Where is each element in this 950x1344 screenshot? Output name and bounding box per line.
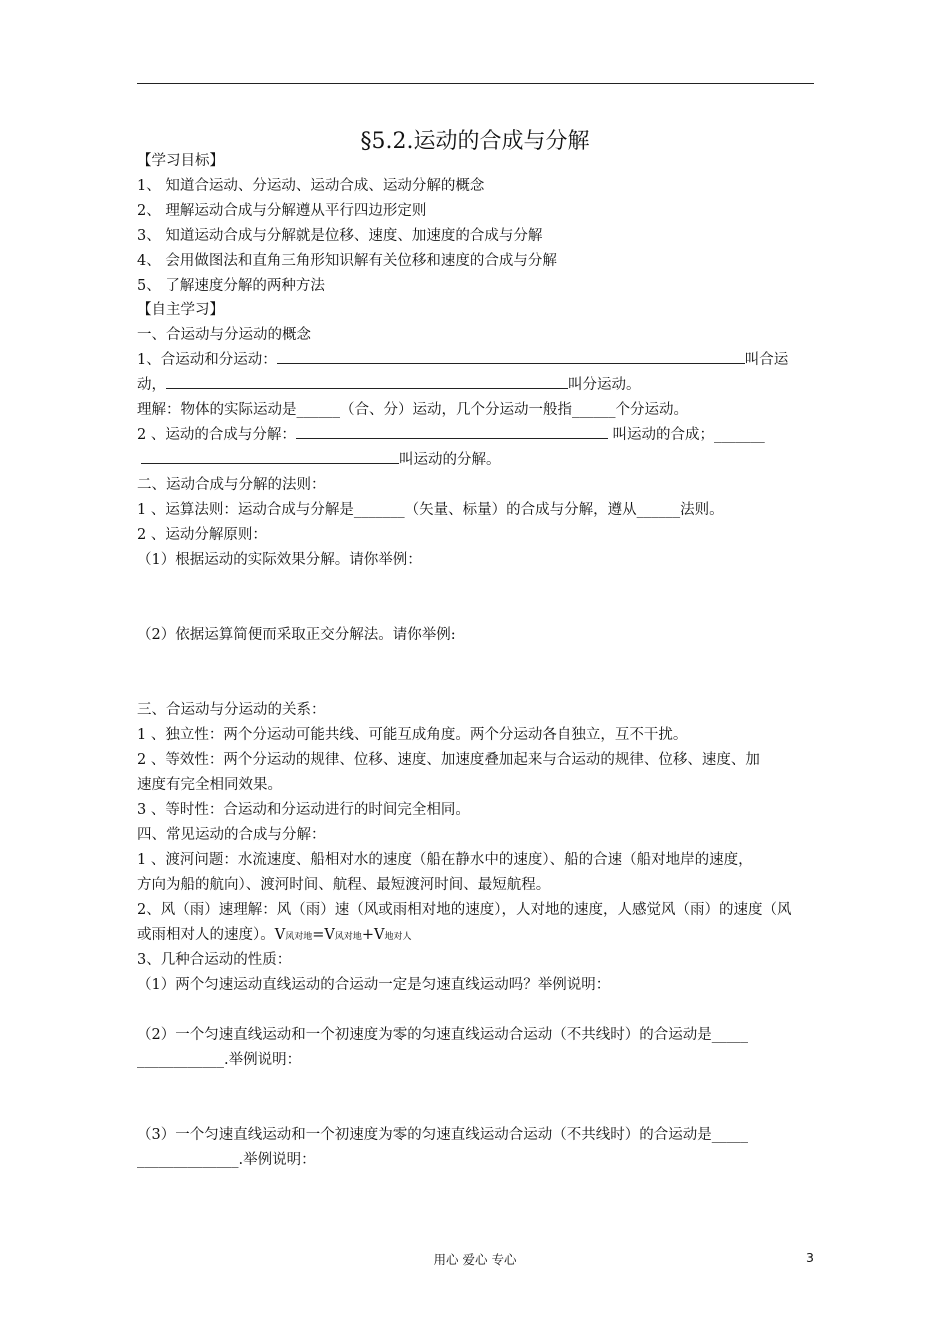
section-1-line-1: 1、合运动和分运动： 叫合运	[137, 352, 789, 368]
section-2-heading: 二、运动合成与分解的法则：	[137, 477, 326, 493]
section-2-line-3: （1）根据运动的实际效果分解。请你举例：	[137, 552, 422, 568]
section-1-line-2: 动， 叫分运动。	[137, 377, 641, 393]
page-number: 3	[806, 1250, 814, 1265]
section-4-line-4: 或雨相对人的速度）。V风对地=V风对地+V地对人	[137, 927, 412, 943]
section-3-line-1: 1 、独立性：两个分运动可能共线、可能互成角度。两个分运动各自独立，互不干扰。	[137, 727, 688, 743]
goal-item: 2、 理解运动合成与分解遵从平行四边形定则	[137, 203, 427, 219]
section-4-heading: 四、常见运动的合成与分解：	[137, 827, 326, 843]
blank-underline	[296, 425, 608, 439]
question-2-line-2: ____________.举例说明：	[137, 1052, 302, 1068]
section-2-line-2: 2 、运动分解原则：	[137, 527, 267, 543]
question-3-line-2: ______________.举例说明：	[137, 1152, 316, 1168]
goal-item: 1、 知道合运动、分运动、运动合成、运动分解的概念	[137, 178, 485, 194]
section-3-line-4: 3 、等时性：合运动和分运动进行的时间完全相同。	[137, 802, 470, 818]
section-1-line-5: 叫运动的分解。	[137, 449, 817, 471]
section-4-line-3: 2、风（雨）速理解：风（雨）速（风或雨相对地的速度），人对地的速度，人感觉风（雨）的速度（风	[137, 902, 792, 918]
section-1-line-3: 理解：物体的实际运动是______（合、分）运动，几个分运动一般指______个分运动。	[137, 402, 688, 418]
page-title: §5.2.运动的合成与分解	[360, 129, 590, 154]
page-footer: 用心 爱心 专心	[433, 1252, 517, 1267]
section-1-heading: 一、合运动与分运动的概念	[137, 327, 311, 343]
section-4-line-5: 3、几种合运动的性质：	[137, 952, 292, 968]
goal-item: 5、 了解速度分解的两种方法	[137, 278, 325, 294]
goals-heading: 【学习目标】	[137, 153, 224, 169]
section-3-line-2: 2 、等效性：两个分运动的规律、位移、速度、加速度叠加起来与合运动的规律、位移、速度、加	[137, 752, 760, 768]
question-2-line-1: （2）一个匀速直线运动和一个初速度为零的匀速直线运动合运动（不共线时）的合运动是_____	[137, 1027, 748, 1043]
blank-underline	[277, 350, 745, 364]
section-3-line-3: 速度有完全相同效果。	[137, 777, 282, 793]
question-3-line-1: （3）一个匀速直线运动和一个初速度为零的匀速直线运动合运动（不共线时）的合运动是_____	[137, 1127, 748, 1143]
section-3-heading: 三、合运动与分运动的关系：	[137, 702, 326, 718]
goal-item: 4、 会用做图法和直角三角形知识解有关位移和速度的合成与分解	[137, 253, 557, 269]
self-study-heading: 【自主学习】	[137, 302, 224, 318]
section-2-line-4: （2）依据运算简便而采取正交分解法。请你举例:	[137, 627, 456, 643]
goal-item: 3、 知道运动合成与分解就是位移、速度、加速度的合成与分解	[137, 228, 543, 244]
section-4-line-2: 方向为船的航向）、渡河时间、航程、最短渡河时间、最短航程。	[137, 877, 551, 893]
blank-underline	[166, 375, 568, 389]
section-1-line-4: 2 、运动的合成与分解： 叫运动的合成；_______	[137, 427, 765, 443]
blank-underline	[141, 450, 399, 464]
section-4-line-1: 1 、渡河问题：水流速度、船相对水的速度（船在静水中的速度）、船的合速（船对地岸的速度，	[137, 852, 753, 868]
section-2-line-1: 1 、运算法则：运动合成与分解是_______（矢量、标量）的合成与分解，遵从______法则。	[137, 502, 724, 518]
question-1: （1）两个匀速运动直线运动的合运动一定是匀速直线运动吗？举例说明：	[137, 977, 611, 993]
header-rule	[137, 83, 814, 84]
